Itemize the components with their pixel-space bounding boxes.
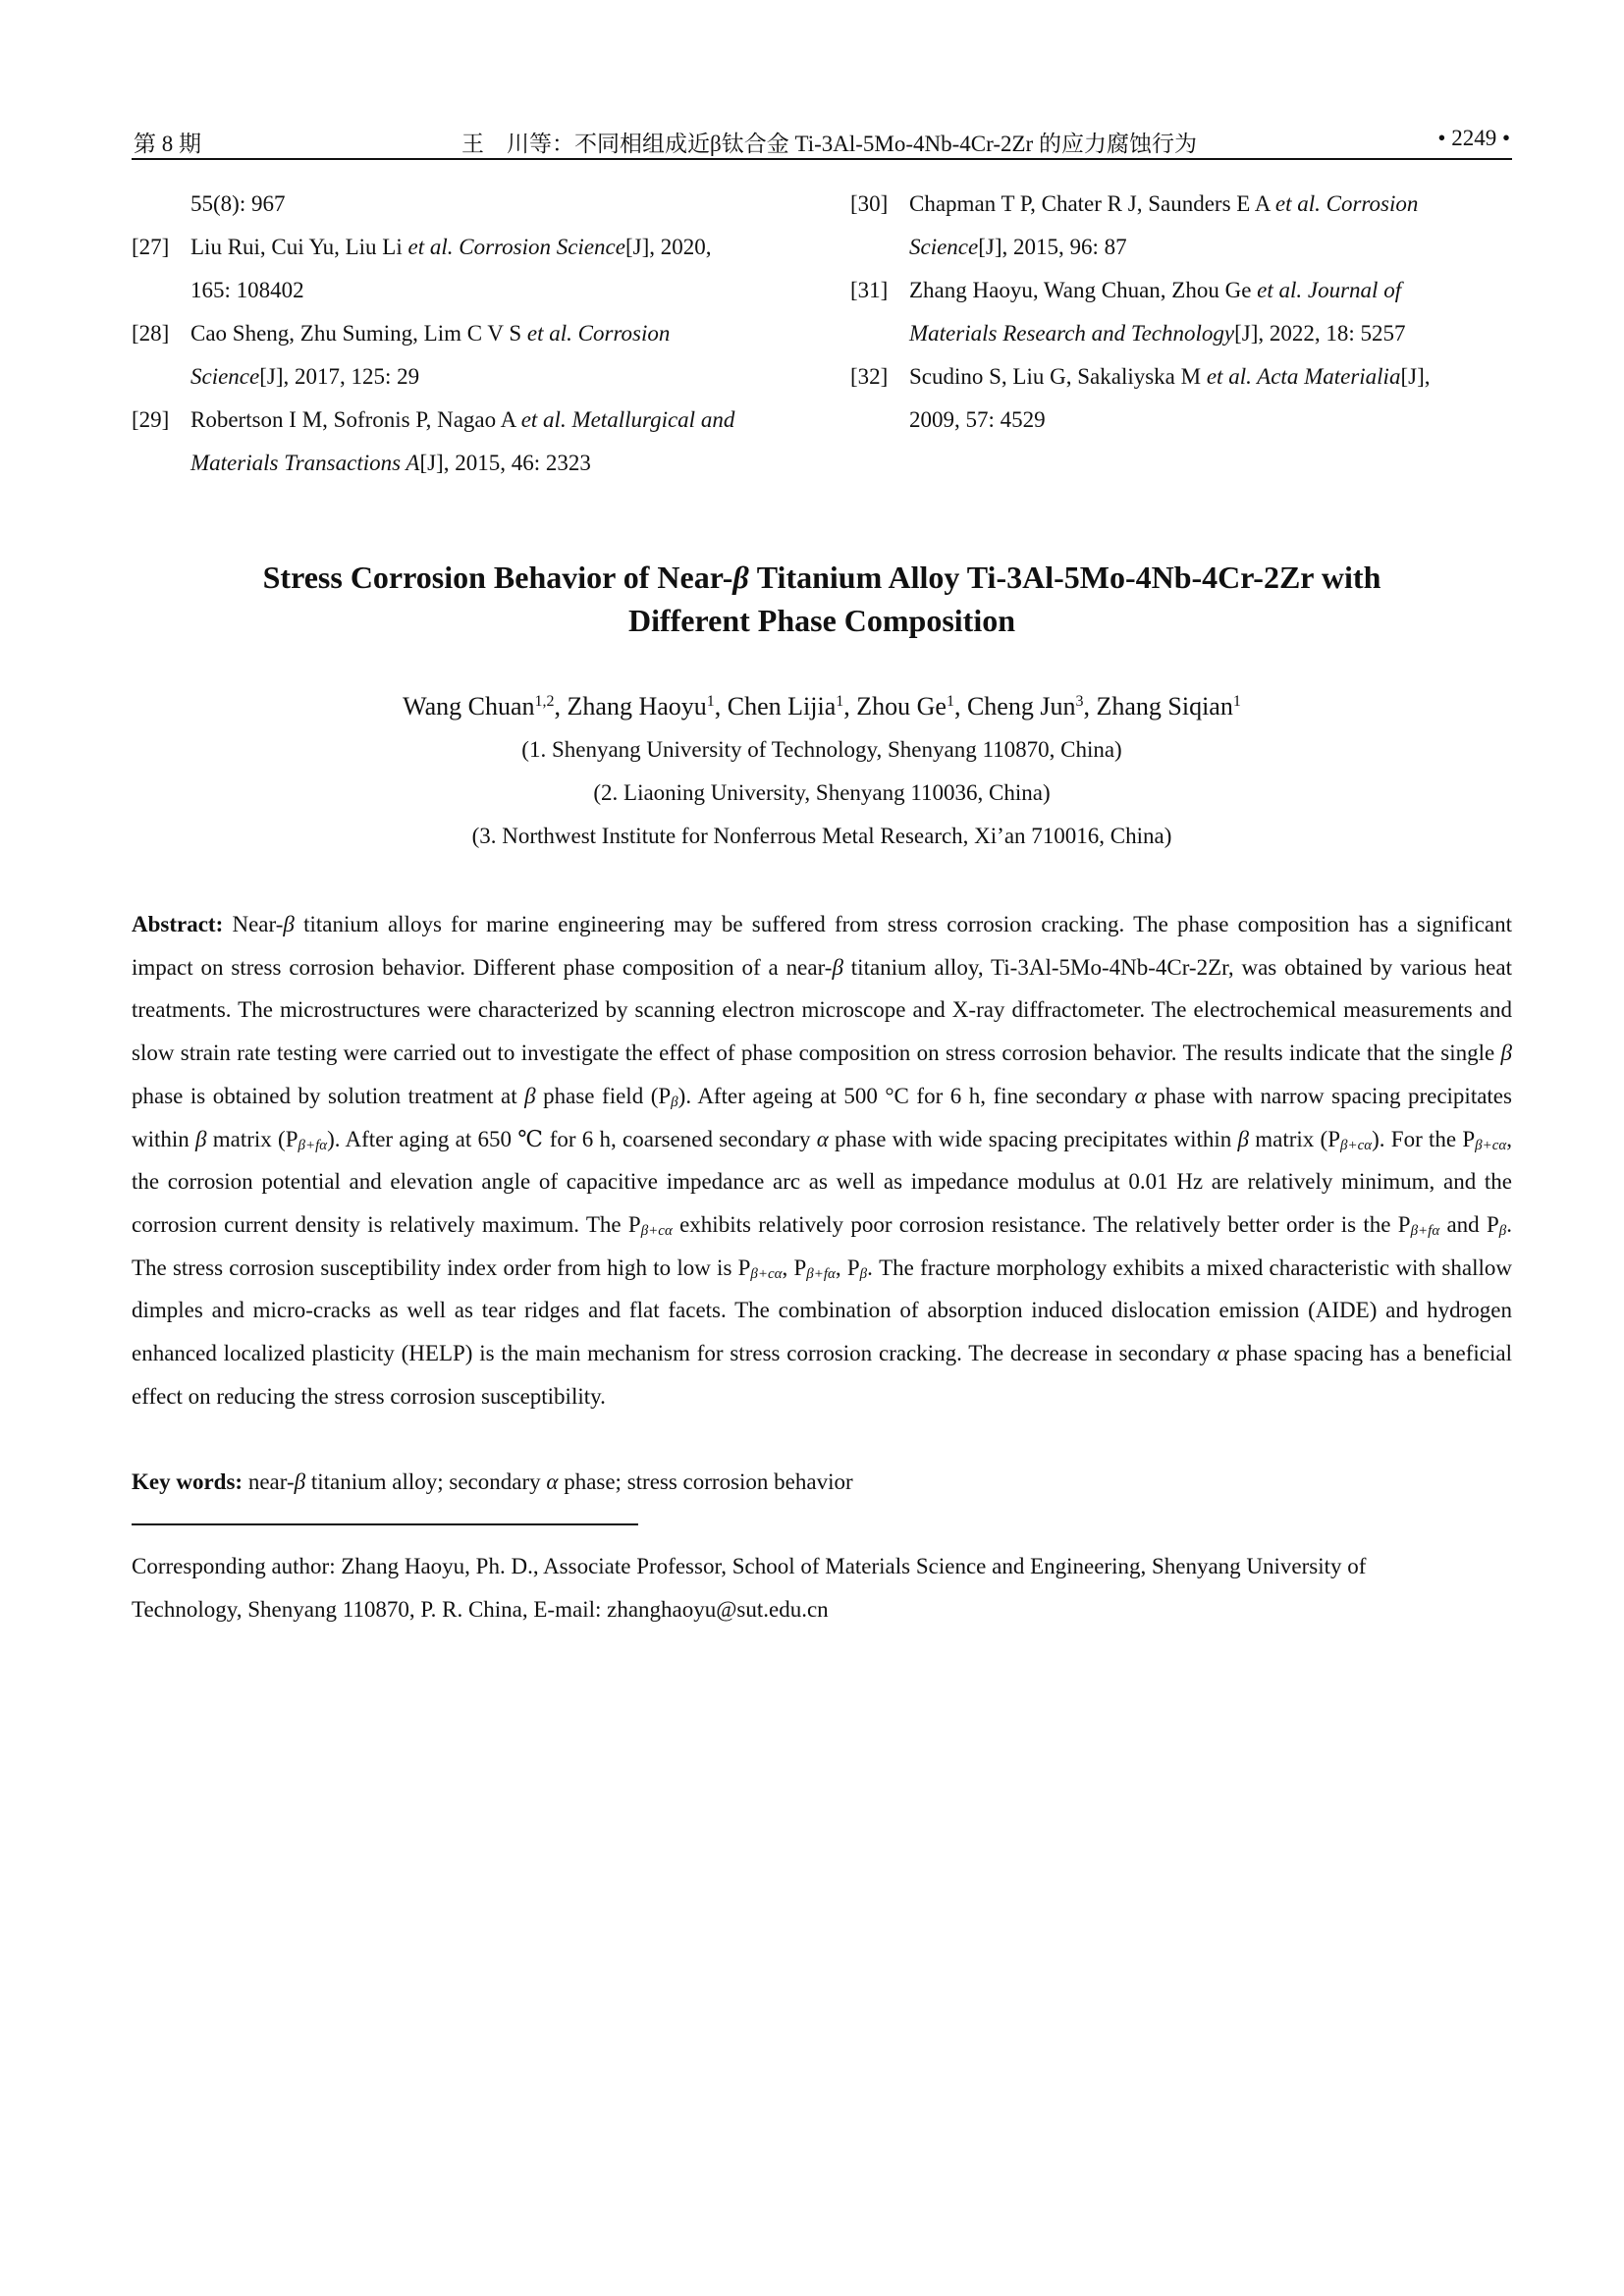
reference-number: [27]: [132, 235, 170, 259]
reference-text: Liu Rui, Cui Yu, Liu Li et al. Corrosion Science[J], 2020, 165: 108402: [190, 235, 712, 302]
reference-number: [28]: [132, 321, 170, 346]
running-title: 王 川等：不同相组成近β钛合金 Ti-3Al-5Mo-4Nb-4Cr-2Zr 的应力腐蚀行为: [461, 132, 1197, 156]
reference-number: [31]: [850, 278, 889, 302]
reference-number: [30]: [850, 191, 889, 216]
footnote-rule: [132, 1523, 638, 1525]
reference-32: [850, 355, 1512, 442]
keywords: Key words: near-β titanium alloy; secondary α phase; stress corrosion behavior: [132, 1469, 853, 1494]
affiliation-3: (3. Northwest Institute for Nonferrous Metal Research, Xi’an 710016, China): [471, 824, 1172, 848]
author-list: Wang Chuan$^{1,2}$, Zhang Haoyu$^1$, Chen Lijia$^1$, Zhou Ge$^1$, Cheng Jun$^3$, Zhang Siqian$^1$: [403, 692, 1241, 721]
reference-27: [132, 226, 794, 312]
paper-title: Stress Corrosion Behavior of Near-β Titanium Alloy Ti-3Al-5Mo-4Nb-4Cr-2Zr with Different Phase Composition: [262, 560, 1381, 638]
reference-29: [132, 399, 794, 485]
reference-text: Zhang Haoyu, Wang Chuan, Zhou Ge et al. Journal of Materials Research and Technology[J], 2022, 18: 5257: [909, 278, 1406, 346]
reference-30: [850, 183, 1512, 269]
affiliation-1: (1. Shenyang University of Technology, Shenyang 110870, China): [521, 737, 1122, 762]
abstract-label: Abstract:: [132, 912, 224, 936]
corresponding-author-note: Corresponding author: Zhang Haoyu, Ph. D., Associate Professor, School of Materials Science and Engineering, Shenyang University of Technology, Shenyang 110870, P. R. China, E-mail: zhanghaoyu@sut.edu.cn: [132, 1554, 1367, 1622]
affiliation-2: (2. Liaoning University, Shenyang 110036, China): [593, 780, 1051, 805]
reference-28: [132, 312, 794, 399]
page-number: • 2249 •: [1437, 126, 1510, 150]
reference-number: [29]: [132, 407, 170, 432]
reference-text: Scudino S, Liu G, Sakaliyska M et al. Acta Materialia[J], 2009, 57: 4529: [909, 364, 1431, 432]
reference-text: Robertson I M, Sofronis P, Nagao A et al. Metallurgical and Materials Transactions A[J], 2015, 46: 2323: [190, 407, 735, 475]
reference-26-continuation: 55(8): 967: [190, 191, 286, 216]
reference-31: [850, 269, 1512, 355]
reference-text: Chapman T P, Chater R J, Saunders E A et al. Corrosion Science[J], 2015, 96: 87: [909, 191, 1419, 259]
header-rule: [132, 158, 1512, 160]
reference-number: [32]: [850, 364, 889, 389]
references-right-column: [850, 183, 1512, 442]
references-left-column: [132, 183, 794, 485]
keywords-label: Key words:: [132, 1469, 244, 1494]
journal-issue: 第 8 期: [134, 132, 201, 156]
reference-text: Cao Sheng, Zhu Suming, Lim C V S et al. Corrosion Science[J], 2017, 125: 29: [190, 321, 671, 389]
abstract: Abstract: Near-β titanium alloys for marine engineering may be suffered from stress corrosion cracking. The phase composition has a significant impact on stress corrosion behavior. Different phase composition of a near-β titanium alloy, Ti-3Al-5Mo-4Nb-4Cr-2Zr, was obtained by various heat treatments. The microstructures were characterized by scanning electron microscope and X-ray diffractometer. The electrochemical measurements and slow strain rate testing were carried out to investigate the effect of phase composition on stress corrosion behavior. The results indicate that the single β phase is obtained by solution treatment at β phase field $(P_\beta)$. After ageing at 500 °C for 6 h, fine secondary α phase with narrow spacing precipitates within β matrix $(P_{\beta+f\alpha})$. After aging at 650 ℃ for 6 h, coarsened secondary α phase with wide spacing precipitates within β matrix $(P_{\beta+c\alpha})$. For the $P_{\beta+c\alpha}$, the corrosion potential and elevation angle of capacitive impedance arc as well as impedance modulus at 0.01 Hz are relatively minimum, and the corrosion current density is relatively maximum. The $P_{\beta+c\alpha}$ exhibits relatively poor corrosion resistance. The relatively better order is the $P_{\beta+f\alpha}$ and $P_\beta$. The stress corrosion susceptibility index order from high to low is $P_{\beta+c\alpha}$, $P_{\beta+f\alpha}$, $P_\beta$. The fracture morphology exhibits a mixed characteristic with shallow dimples and micro-cracks as well as tear ridges and flat facets. The combination of absorption induced dislocation emission (AIDE) and hydrogen enhanced localized plasticity (HELP) is the main mechanism for stress corrosion cracking. The decrease in secondary α phase spacing has a beneficial effect on reducing the stress corrosion susceptibility.: [132, 912, 1513, 1409]
